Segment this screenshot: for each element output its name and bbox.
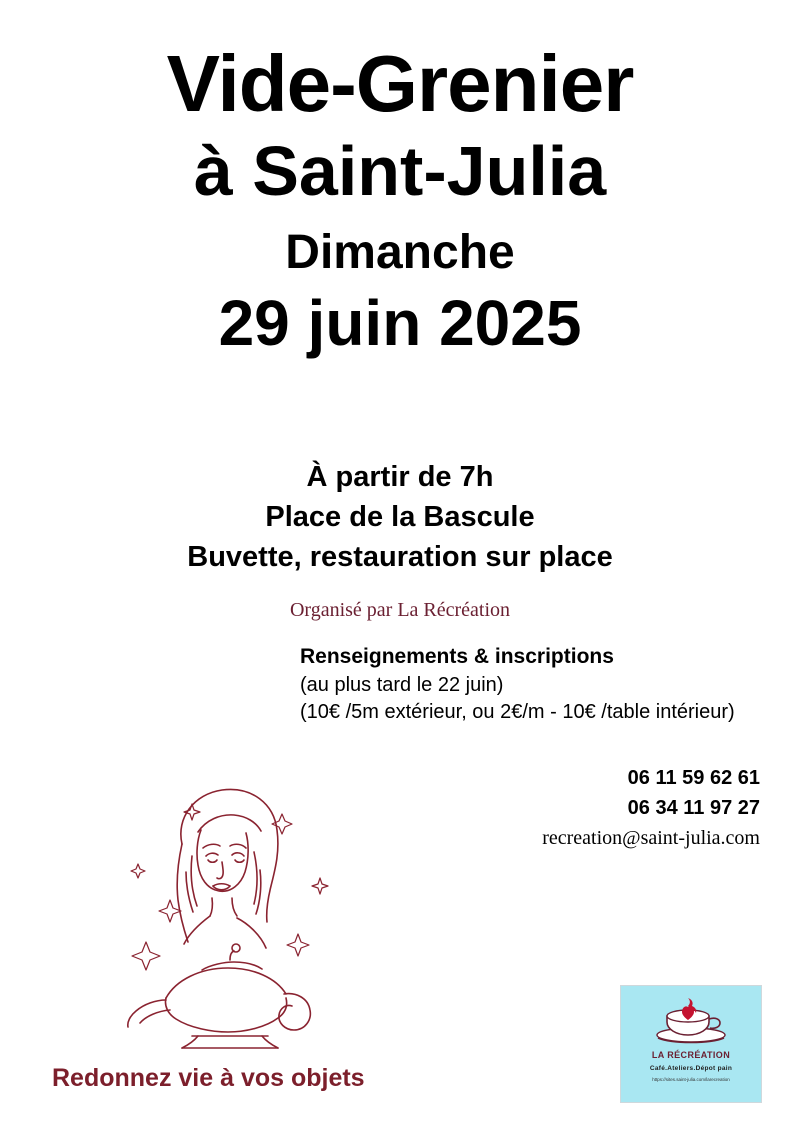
genie-lamp-illustration <box>74 752 364 1052</box>
detail-time: À partir de 7h <box>306 461 494 494</box>
contact-phone-2[interactable]: 06 34 11 97 27 <box>627 796 760 819</box>
contact-email[interactable]: recreation@saint-julia.com <box>542 826 760 849</box>
info-pricing: (10€ /5m extérieur, ou 2€/m - 10€ /table intérieur) <box>300 701 735 724</box>
title-block <box>0 0 800 361</box>
detail-catering: Buvette, restauration sur place <box>187 541 613 574</box>
organizer-line: Organisé par La Récréation <box>289 599 511 622</box>
event-day: Dimanche <box>285 225 515 279</box>
logo-tagline: Café.Ateliers.Dépot pain <box>649 1065 733 1072</box>
logo-la-recreation <box>620 985 762 1103</box>
page-title-line2: à Saint-Julia <box>193 132 607 210</box>
page-title-line1: Vide-Grenier <box>166 39 634 128</box>
coffee-cup-icon <box>648 992 734 1048</box>
logo-name: LA RÉCRÉATION <box>651 1050 731 1060</box>
info-deadline: (au plus tard le 22 juin) <box>300 673 504 696</box>
contact-phone-1[interactable]: 06 11 59 62 61 <box>627 766 760 789</box>
detail-place: Place de la Bascule <box>265 501 535 534</box>
poster-slogan: Redonnez vie à vos objets <box>52 1064 365 1092</box>
event-details <box>0 457 800 577</box>
logo-url: https://sites.saint-julia.com/larecreation <box>652 1077 730 1082</box>
info-heading: Renseignements & inscriptions <box>300 645 614 669</box>
event-date: 29 juin 2025 <box>218 286 582 359</box>
registration-info <box>0 642 800 727</box>
